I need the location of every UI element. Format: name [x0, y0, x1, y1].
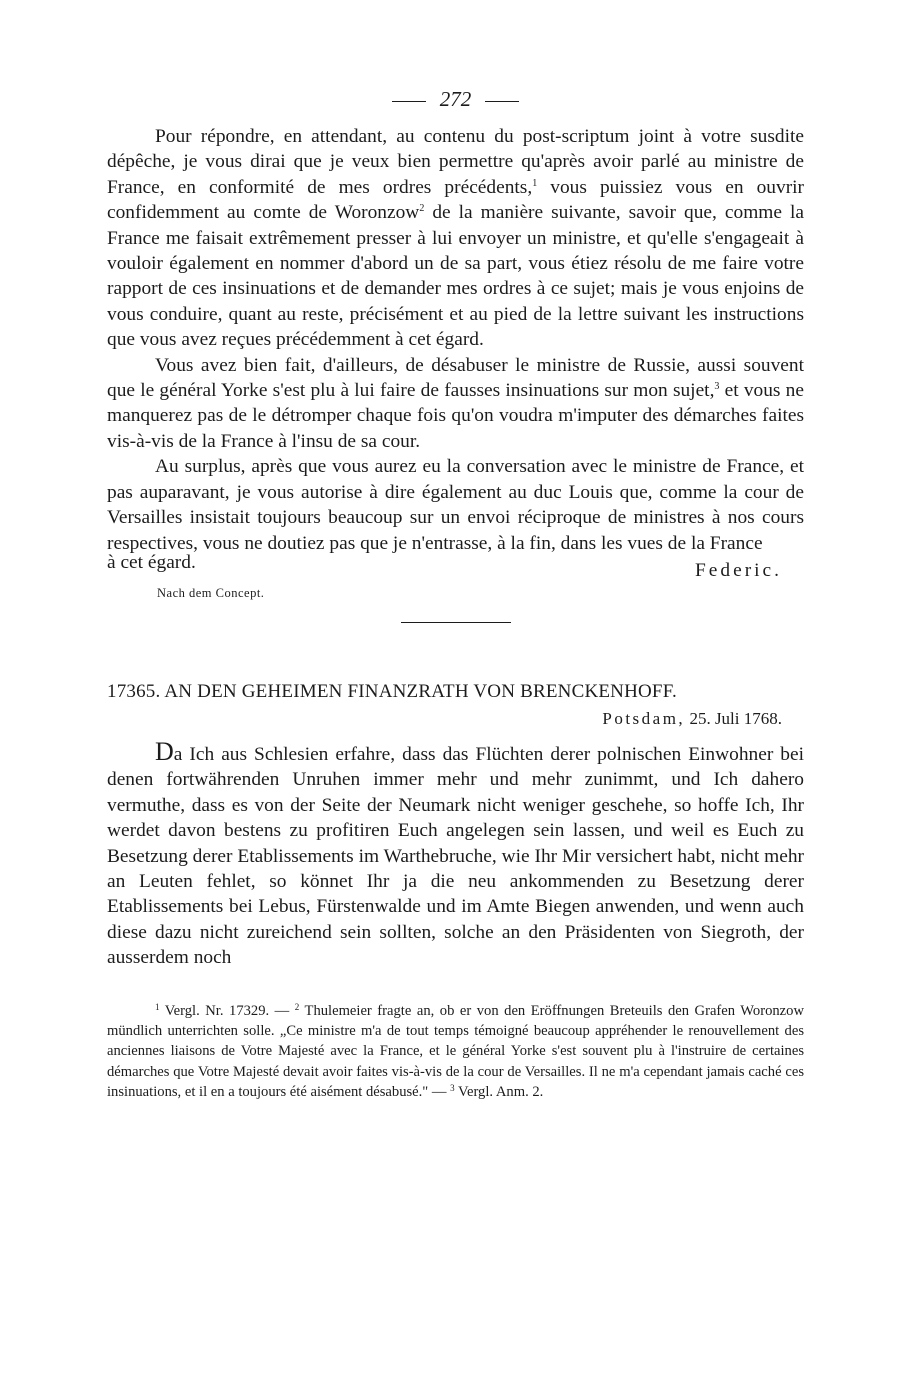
footnote-ref: 1: [532, 177, 538, 189]
text-run: et vous ne manquerez pas de le détromper chaque fois qu'on voudra m'imputer des démarches faites vis-à-vis de la France à l'insu de sa cour.: [107, 380, 804, 452]
page-number-dash-left: [392, 101, 426, 102]
text-run: de la manière suivante, savoir que, comme la France me faisait extrêmement presser à lui envoyer un ministre, et qu'elle s'engageait à vouloir également en nommer d'abord un de sa part, vous étiez résolu de me faire votre rapport de ces insinuations et de demander mes ordres à ce sujet; mais je vous enjoins de vous conduire, quant au reste, précisément et au pied de la lettre suivant les instructions que vous avez reçues précédemment à cet égard.: [107, 202, 804, 351]
letter-body: [107, 736, 804, 971]
document-page: [107, 84, 804, 1103]
letter-heading: 17365. AN DEN GEHEIMEN FINANZRATH VON BRENCKENHOFF.: [107, 680, 677, 702]
text-run: vous puissiez vous en ouvrir confidemment au comte de Woronzow: [107, 176, 804, 224]
footnotes: [107, 1001, 804, 1103]
footnote-block: [107, 1001, 804, 1103]
closing-row: [107, 551, 804, 584]
paragraph-1: [107, 124, 804, 353]
signature: Federic.: [695, 559, 782, 581]
page-number: [107, 84, 804, 114]
source-note: Nach dem Concept.: [157, 585, 265, 600]
previous-letter: [107, 124, 804, 604]
page-number-dash-right: [485, 101, 519, 102]
closing-line: à cet égard.: [107, 551, 196, 573]
dateline-place: Potsdam,: [602, 708, 686, 728]
footnote-ref: 2: [419, 203, 425, 215]
dateline: [107, 709, 782, 733]
text-run: Au surplus, après que vous aurez eu la conversation avec le ministre de France, et pas auparavant, je vous autorise à dire également au duc Louis que, comme la cour de Versailles insistait toujours beaucoup sur un envoi réciproque de ministres à nos cours respectives, vous ne doutiez pas que je n'entrasse, à la fin, dans les vues de la France: [107, 456, 804, 554]
footnote-ref: 2: [294, 1001, 300, 1012]
section-divider: [401, 622, 511, 623]
paragraph-2: [107, 353, 804, 455]
text-run: Vergl. Anm. 2.: [454, 1084, 544, 1101]
text-run: Thulemeier fragte an, ob er von den Eröffnungen Breteuils den Grafen Woronzow mündlich unterrichten solle. „Ce ministre m'a de tout temps témoigné beaucoup appréhender le renouvellement des anciennes liaisons de Votre Majesté avec la France, et le général Yorke s'est souvent plu à l'instruire de certaines démarches que Votre Majesté devait avoir faites vis-à-vis de la cour de Versailles. Il ne m'a cependant jamais caché ces insinuations, et il en a toujours été aisément désabusé." —: [107, 1002, 804, 1101]
drop-capital: D: [155, 736, 174, 766]
letter-paragraph: [107, 736, 804, 971]
text-run: Vous avez bien fait, d'ailleurs, de désabuser le ministre de Russie, aussi souvent que le général Yorke s'est plu à lui faire de fausses insinuations sur mon sujet,: [107, 354, 804, 402]
text-run: Pour répondre, en attendant, au contenu du post-scriptum joint à votre susdite dépêche, je vous dirai que je veux bien permettre qu'après avoir parlé au ministre de France, en conformité de mes ordres précédents,: [107, 126, 804, 198]
paragraph-3: [107, 454, 804, 556]
footnote-ref: 3: [450, 1083, 455, 1094]
footnote-ref: 3: [714, 381, 720, 393]
text-run: Vergl. Nr. 17329. —: [159, 1002, 295, 1019]
page-number-value: 272: [439, 87, 472, 111]
letter-text: a Ich aus Schlesien erfahre, dass das Flüchten derer polnischen Einwohner bei denen fortwährenden Unruhen immer mehr und mehr zunimmt, und Ich dahero vermuthe, dass es von der Seite der Neumark nicht weniger geschehe, so hoffe Ich, Ihr werdet davon bestens zu profitiren Euch angelegen sein lassen, und weil es Euch zu Besetzung derer Etablissements im Warthebruche, wie Ihr Mir versichert habt, nicht mehr an Leuten fehlet, so könnet Ihr ja die neu ankommenden zu Besetzung derer Etablissements bei Lebus, Fürstenwalde und im Amte Biegen anwenden, und wenn auch diese dazu nicht zureichend sein sollten, solche an den Präsidenten von Siegroth, der ausserdem noch: [107, 743, 804, 969]
dateline-date: 25. Juli 1768.: [689, 708, 782, 728]
footnote-ref: 1: [155, 1001, 160, 1012]
